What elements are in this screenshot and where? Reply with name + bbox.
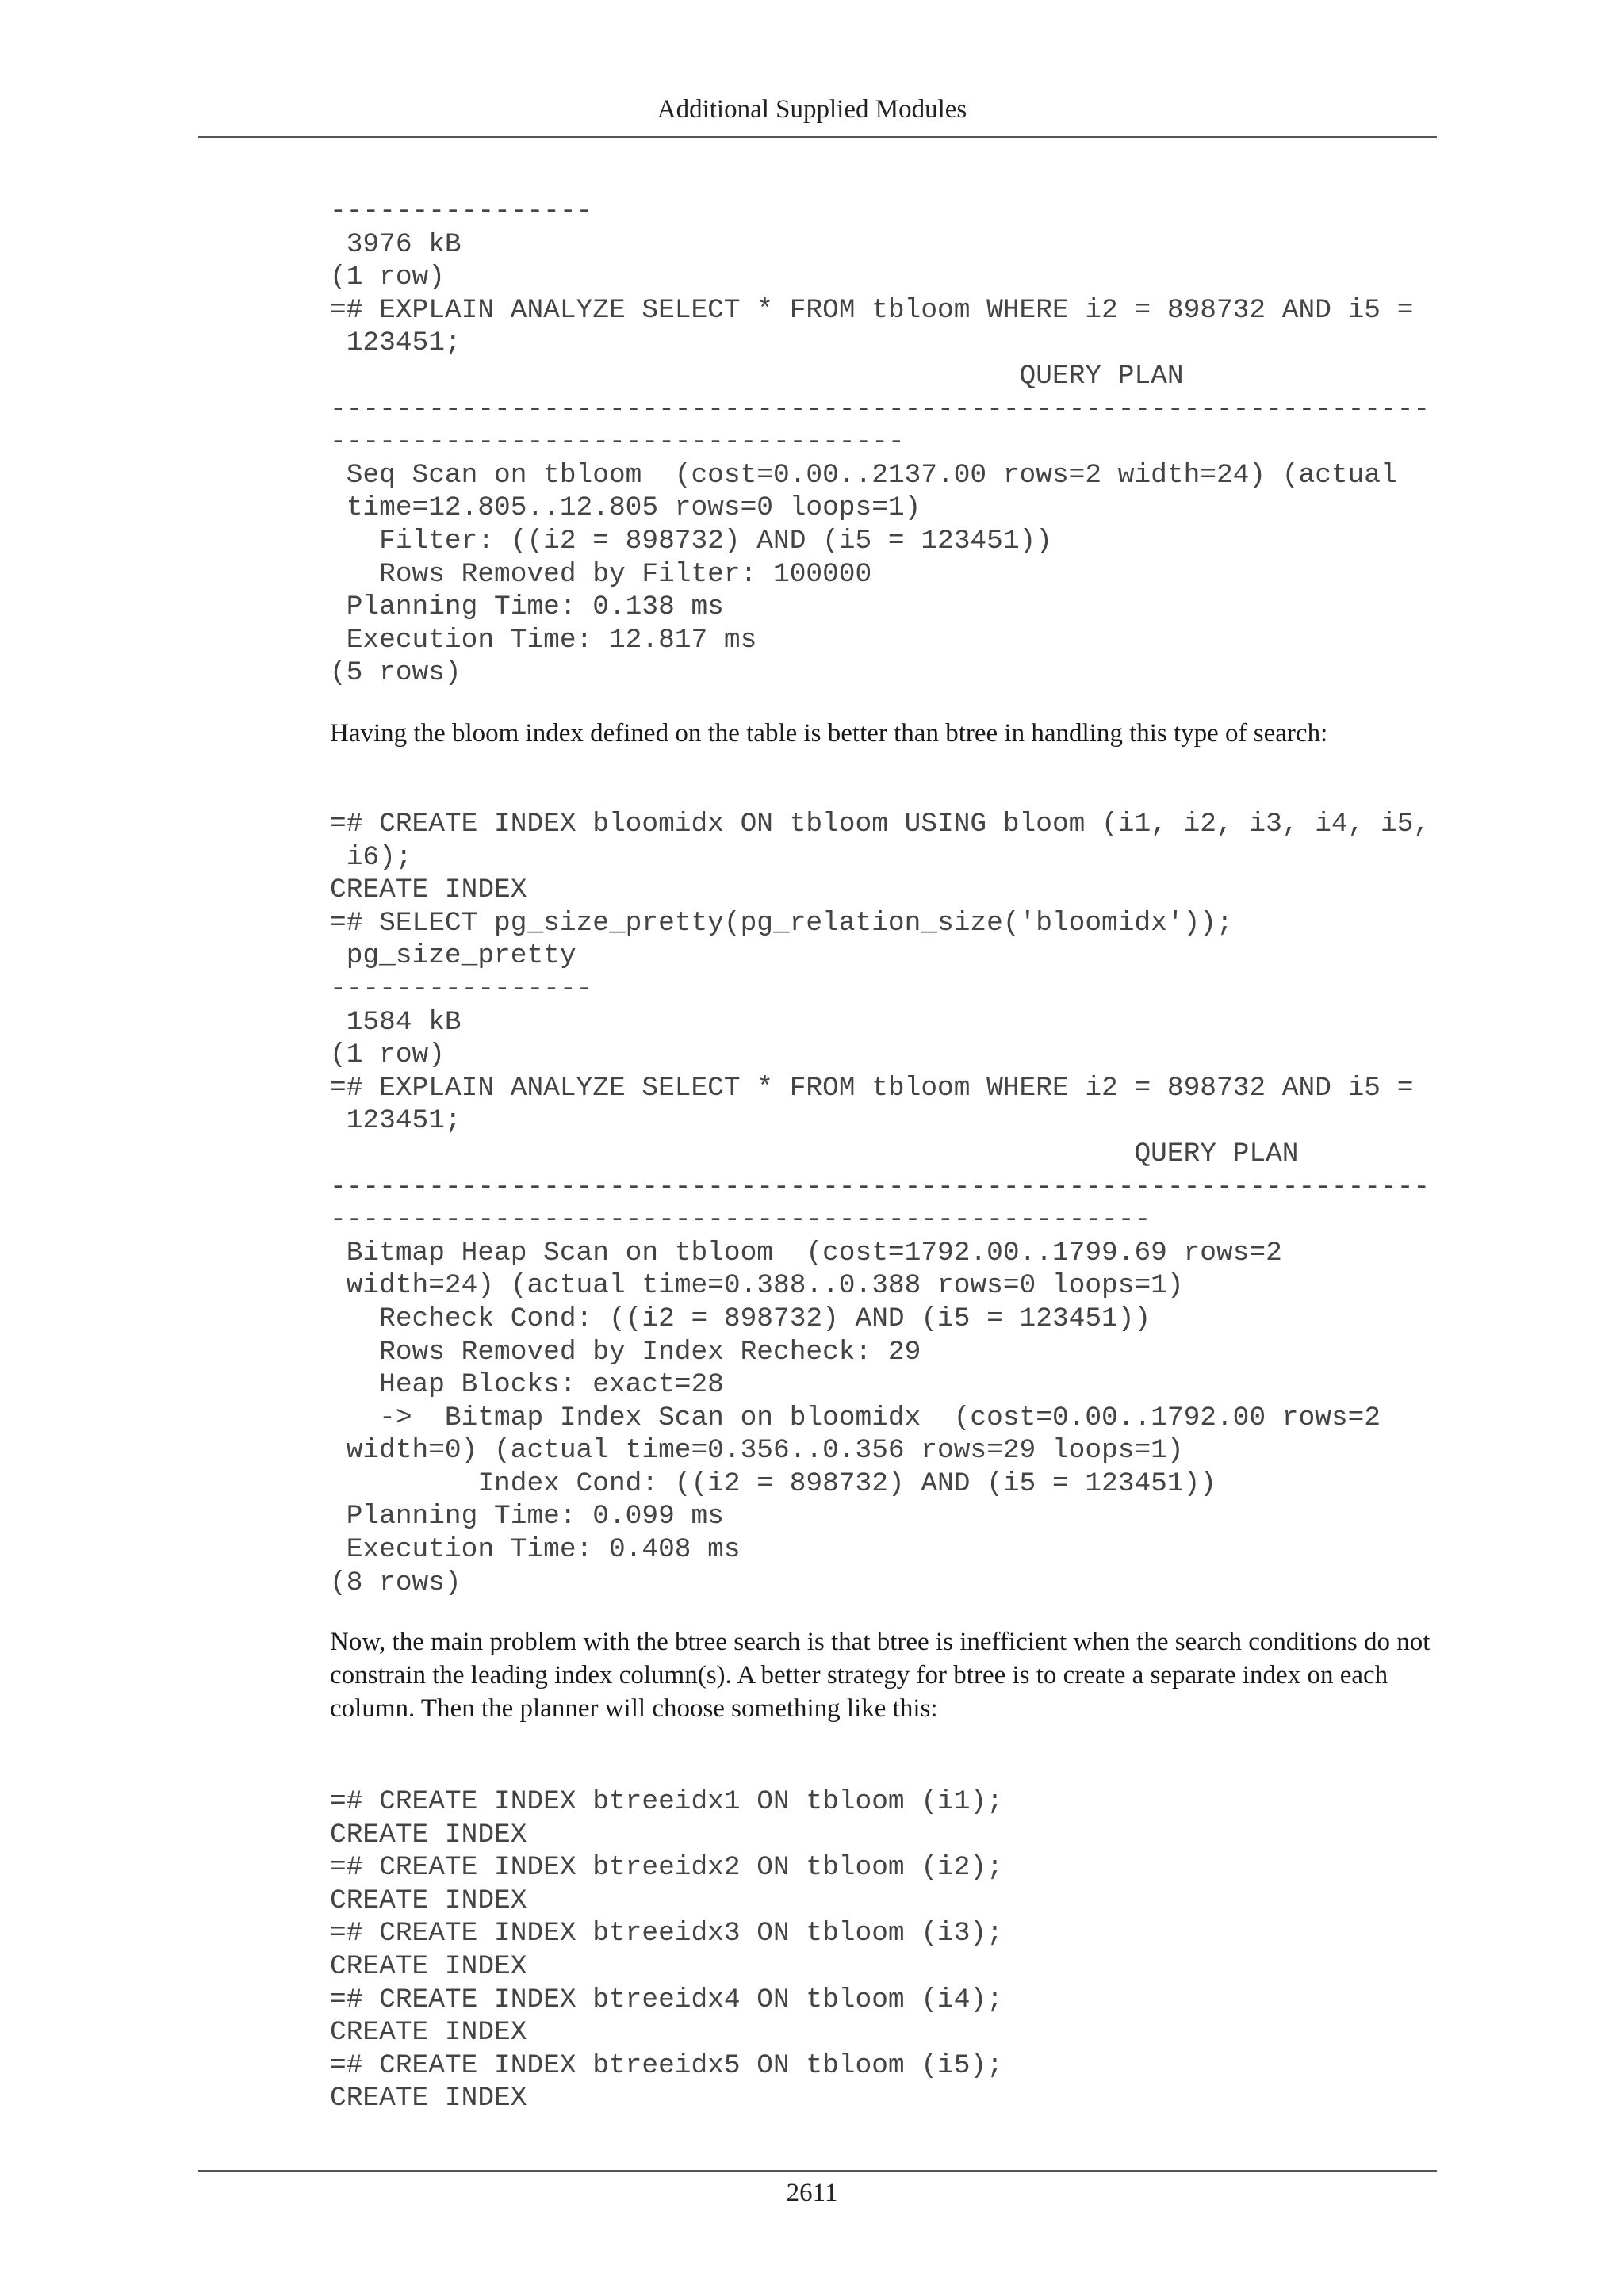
running-header-title: Additional Supplied Modules: [657, 95, 967, 124]
page-number: 2611: [786, 2179, 838, 2207]
footer-rule: [198, 2170, 1437, 2172]
header-rule: [198, 136, 1437, 138]
code-block-explain-seq-scan: ---------------- 3976 kB (1 row) =# EXPLAIN ANALYZE SELECT * FROM tbloom WHERE i2 = 898732 AND i5 = 123451; QUERY PLAN ------------------------------------------------------------------- ----------------------------------- Seq Scan on tbloom (cost=0.00..2137.00 rows=2 width=24) (actual time=12.805..12.805 rows=0 loops=1) Filter: ((i2 = 898732) AND (i5 = 123451)) Rows Removed by Filter: 100000 Planning Time: 0.138 ms Execution Time: 12.817 ms (5 rows): [330, 196, 1431, 689]
code-block-bloom-index: =# CREATE INDEX bloomidx ON tbloom USING bloom (i1, i2, i3, i4, i5, i6); CREATE INDEX =# SELECT pg_size_pretty(pg_relation_size('bloomidx')); pg_size_pretty ---------------- 1584 kB (1 row) =# EXPLAIN ANALYZE SELECT * FROM tbloom WHERE i2 = 898732 AND i5 = 123451; QUERY PLAN ------------------------------------------------------------------- -------------------------------------------------- Bitmap Heap Scan on tbloom (cost=1792.00..1799.69 rows=2 width=24) (actual time=0.388..0.388 rows=0 loops=1) Recheck Cond: ((i2 = 898732) AND (i5 = 123451)) Rows Removed by Index Recheck: 29 Heap Blocks: exact=28 -> Bitmap Index Scan on bloomidx (cost=0.00..1792.00 rows=2 width=0) (actual time=0.356..0.356 rows=29 loops=1) Index Cond: ((i2 = 898732) AND (i5 = 123451)) Planning Time: 0.099 ms Execution Time: 0.408 ms (8 rows): [330, 809, 1431, 1598]
code-block-btree-indexes: =# CREATE INDEX btreeidx1 ON tbloom (i1); CREATE INDEX =# CREATE INDEX btreeidx2 ON tbloom (i2); CREATE INDEX =# CREATE INDEX btreeidx3 ON tbloom (i3); CREATE INDEX =# CREATE INDEX btreeidx4 ON tbloom (i4); CREATE INDEX =# CREATE INDEX btreeidx5 ON tbloom (i5); CREATE INDEX: [330, 1786, 1003, 2114]
paragraph-bloom-better: Having the bloom index defined on the table is better than btree in handling this type of search:: [330, 719, 1328, 748]
paragraph-btree-problem: Now, the main problem with the btree search is that btree is inefficient when the search conditions do not constrain the leading index column(s). A better strategy for btree is to create a separate index on each column. Then the planner will choose something like this:: [330, 1628, 1431, 1723]
